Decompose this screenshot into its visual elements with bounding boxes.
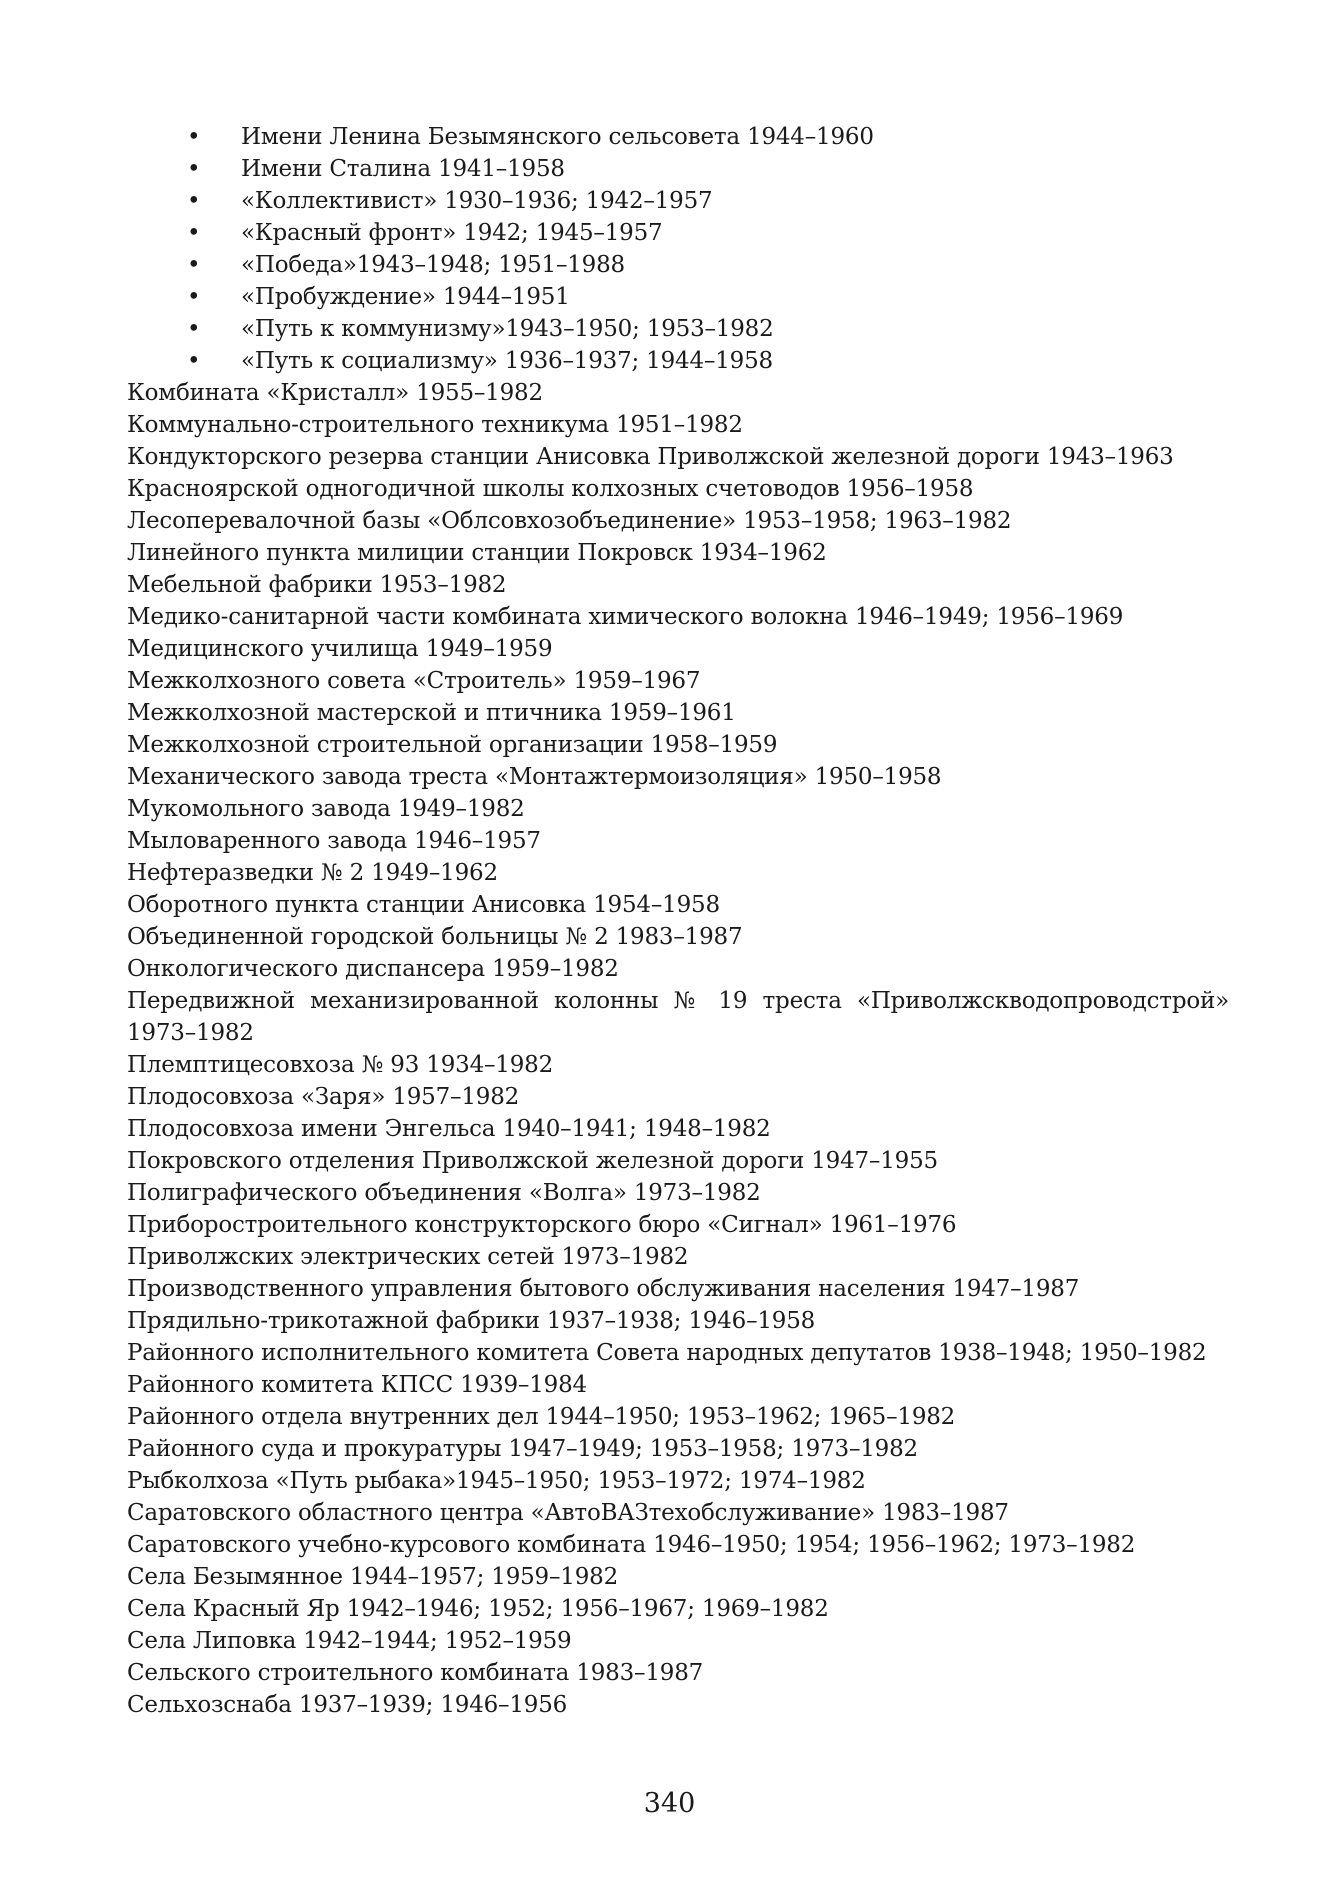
list-item: Линейного пункта милиции станции Покровск 1934–1962 bbox=[127, 540, 827, 566]
list-item: Приволжских электрических сетей 1973–1982 bbox=[127, 1244, 689, 1270]
list-item: Онкологического диспансера 1959–1982 bbox=[127, 956, 619, 982]
list-item: Мукомольного завода 1949–1982 bbox=[127, 796, 525, 822]
list-item: Межколхозной строительной организации 1958–1959 bbox=[127, 732, 778, 758]
list-item: Коммунально-строительного техникума 1951–1982 bbox=[127, 412, 743, 438]
bullet-item bbox=[127, 249, 1227, 281]
list-item: Села Безымянное 1944–1957; 1959–1982 bbox=[127, 1564, 619, 1590]
list-item: Механического завода треста «Монтажтермоизоляция» 1950–1958 bbox=[127, 764, 942, 790]
list-item: Мыловаренного завода 1946–1957 bbox=[127, 828, 541, 854]
list-item: Комбината «Кристалл» 1955–1982 bbox=[127, 380, 543, 406]
bullet-item bbox=[127, 185, 1227, 217]
bullet-item bbox=[127, 313, 1227, 345]
list-item: Села Липовка 1942–1944; 1952–1959 bbox=[127, 1628, 572, 1654]
bullet-icon: • bbox=[187, 316, 201, 342]
list-item: Рыбколхоза «Путь рыбака»1945–1950; 1953–1972; 1974–1982 bbox=[127, 1468, 866, 1494]
list-item: Лесоперевалочной базы «Облсовхозобъединение» 1953–1958; 1963–1982 bbox=[127, 508, 1012, 534]
bullet-item bbox=[127, 121, 1227, 153]
list-item: Объединенной городской больницы № 2 1983–1987 bbox=[127, 924, 743, 950]
bullet-icon: • bbox=[187, 188, 201, 214]
list-item: Села Красный Яр 1942–1946; 1952; 1956–1967; 1969–1982 bbox=[127, 1596, 829, 1622]
bullet-icon: • bbox=[187, 284, 201, 310]
list-item: Полиграфического объединения «Волга» 1973–1982 bbox=[127, 1180, 761, 1206]
bullet-icon: • bbox=[187, 124, 201, 150]
list-item-long-line1: Передвижной механизированной колонны № 19 треста «Приволжскводопроводстрой» bbox=[127, 988, 1229, 1014]
list-item: Сельского строительного комбината 1983–1987 bbox=[127, 1660, 704, 1686]
list-item: Мебельной фабрики 1953–1982 bbox=[127, 572, 507, 598]
list-item: Племптицесовхоза № 93 1934–1982 bbox=[127, 1052, 554, 1078]
list-item-long-line2: 1973–1982 bbox=[127, 1020, 254, 1046]
list-item: Производственного управления бытового обслуживания населения 1947–1987 bbox=[127, 1276, 1080, 1302]
list-item-long bbox=[127, 985, 1229, 1049]
bullet-item-text: Имени Ленина Безымянского сельсовета 1944–1960 bbox=[241, 124, 874, 150]
bullet-item-text: «Красный фронт» 1942; 1945–1957 bbox=[241, 220, 663, 246]
list-item: Оборотного пункта станции Анисовка 1954–1958 bbox=[127, 892, 720, 918]
bullet-item-text: «Путь к социализму» 1936–1937; 1944–1958 bbox=[241, 348, 773, 374]
list-item: Приборостроительного конструкторского бюро «Сигнал» 1961–1976 bbox=[127, 1212, 957, 1238]
bullet-item bbox=[127, 217, 1227, 249]
list-item: Покровского отделения Приволжской железной дороги 1947–1955 bbox=[127, 1148, 938, 1174]
bullet-item bbox=[127, 281, 1227, 313]
list-item: Плодосовхоза имени Энгельса 1940–1941; 1948–1982 bbox=[127, 1116, 771, 1142]
bullet-item-text: «Пробуждение» 1944–1951 bbox=[241, 284, 570, 310]
bullet-item bbox=[127, 345, 1227, 377]
bullet-item-text: «Победа»1943–1948; 1951–1988 bbox=[241, 252, 625, 278]
list-item: Районного отдела внутренних дел 1944–1950; 1953–1962; 1965–1982 bbox=[127, 1404, 956, 1430]
bullet-icon: • bbox=[187, 348, 201, 374]
list-item: Саратовского областного центра «АвтоВАЗтехобслуживание» 1983–1987 bbox=[127, 1500, 1009, 1526]
list-item: Прядильно-трикотажной фабрики 1937–1938; 1946–1958 bbox=[127, 1308, 816, 1334]
list-item: Нефтеразведки № 2 1949–1962 bbox=[127, 860, 498, 886]
page-number: 340 bbox=[643, 1788, 696, 1819]
page-content bbox=[127, 121, 1227, 1721]
bullet-list bbox=[127, 121, 1227, 377]
bullet-item bbox=[127, 153, 1227, 185]
list-item: Плодосовхоза «Заря» 1957–1982 bbox=[127, 1084, 520, 1110]
bullet-item-text: Имени Сталина 1941–1958 bbox=[241, 156, 565, 182]
list-item: Красноярской одногодичной школы колхозных счетоводов 1956–1958 bbox=[127, 476, 974, 502]
bullet-item-text: «Коллективист» 1930–1936; 1942–1957 bbox=[241, 188, 713, 214]
list-item: Кондукторского резерва станции Анисовка Приволжской железной дороги 1943–1963 bbox=[127, 444, 1174, 470]
entry-list bbox=[127, 377, 1227, 1721]
list-item: Районного комитета КПСС 1939–1984 bbox=[127, 1372, 587, 1398]
list-item: Саратовского учебно-курсового комбината 1946–1950; 1954; 1956–1962; 1973–1982 bbox=[127, 1532, 1136, 1558]
bullet-icon: • bbox=[187, 220, 201, 246]
list-item: Районного исполнительного комитета Совета народных депутатов 1938–1948; 1950–1982 bbox=[127, 1340, 1207, 1366]
list-item: Медико-санитарной части комбината химического волокна 1946–1949; 1956–1969 bbox=[127, 604, 1124, 630]
list-item: Медицинского училища 1949–1959 bbox=[127, 636, 553, 662]
list-item: Межколхозной мастерской и птичника 1959–1961 bbox=[127, 700, 736, 726]
bullet-icon: • bbox=[187, 252, 201, 278]
bullet-icon: • bbox=[187, 156, 201, 182]
bullet-item-text: «Путь к коммунизму»1943–1950; 1953–1982 bbox=[241, 316, 774, 342]
list-item: Районного суда и прокуратуры 1947–1949; 1953–1958; 1973–1982 bbox=[127, 1436, 918, 1462]
list-item: Сельхозснаба 1937–1939; 1946–1956 bbox=[127, 1692, 568, 1718]
list-item: Межколхозного совета «Строитель» 1959–1967 bbox=[127, 668, 701, 694]
